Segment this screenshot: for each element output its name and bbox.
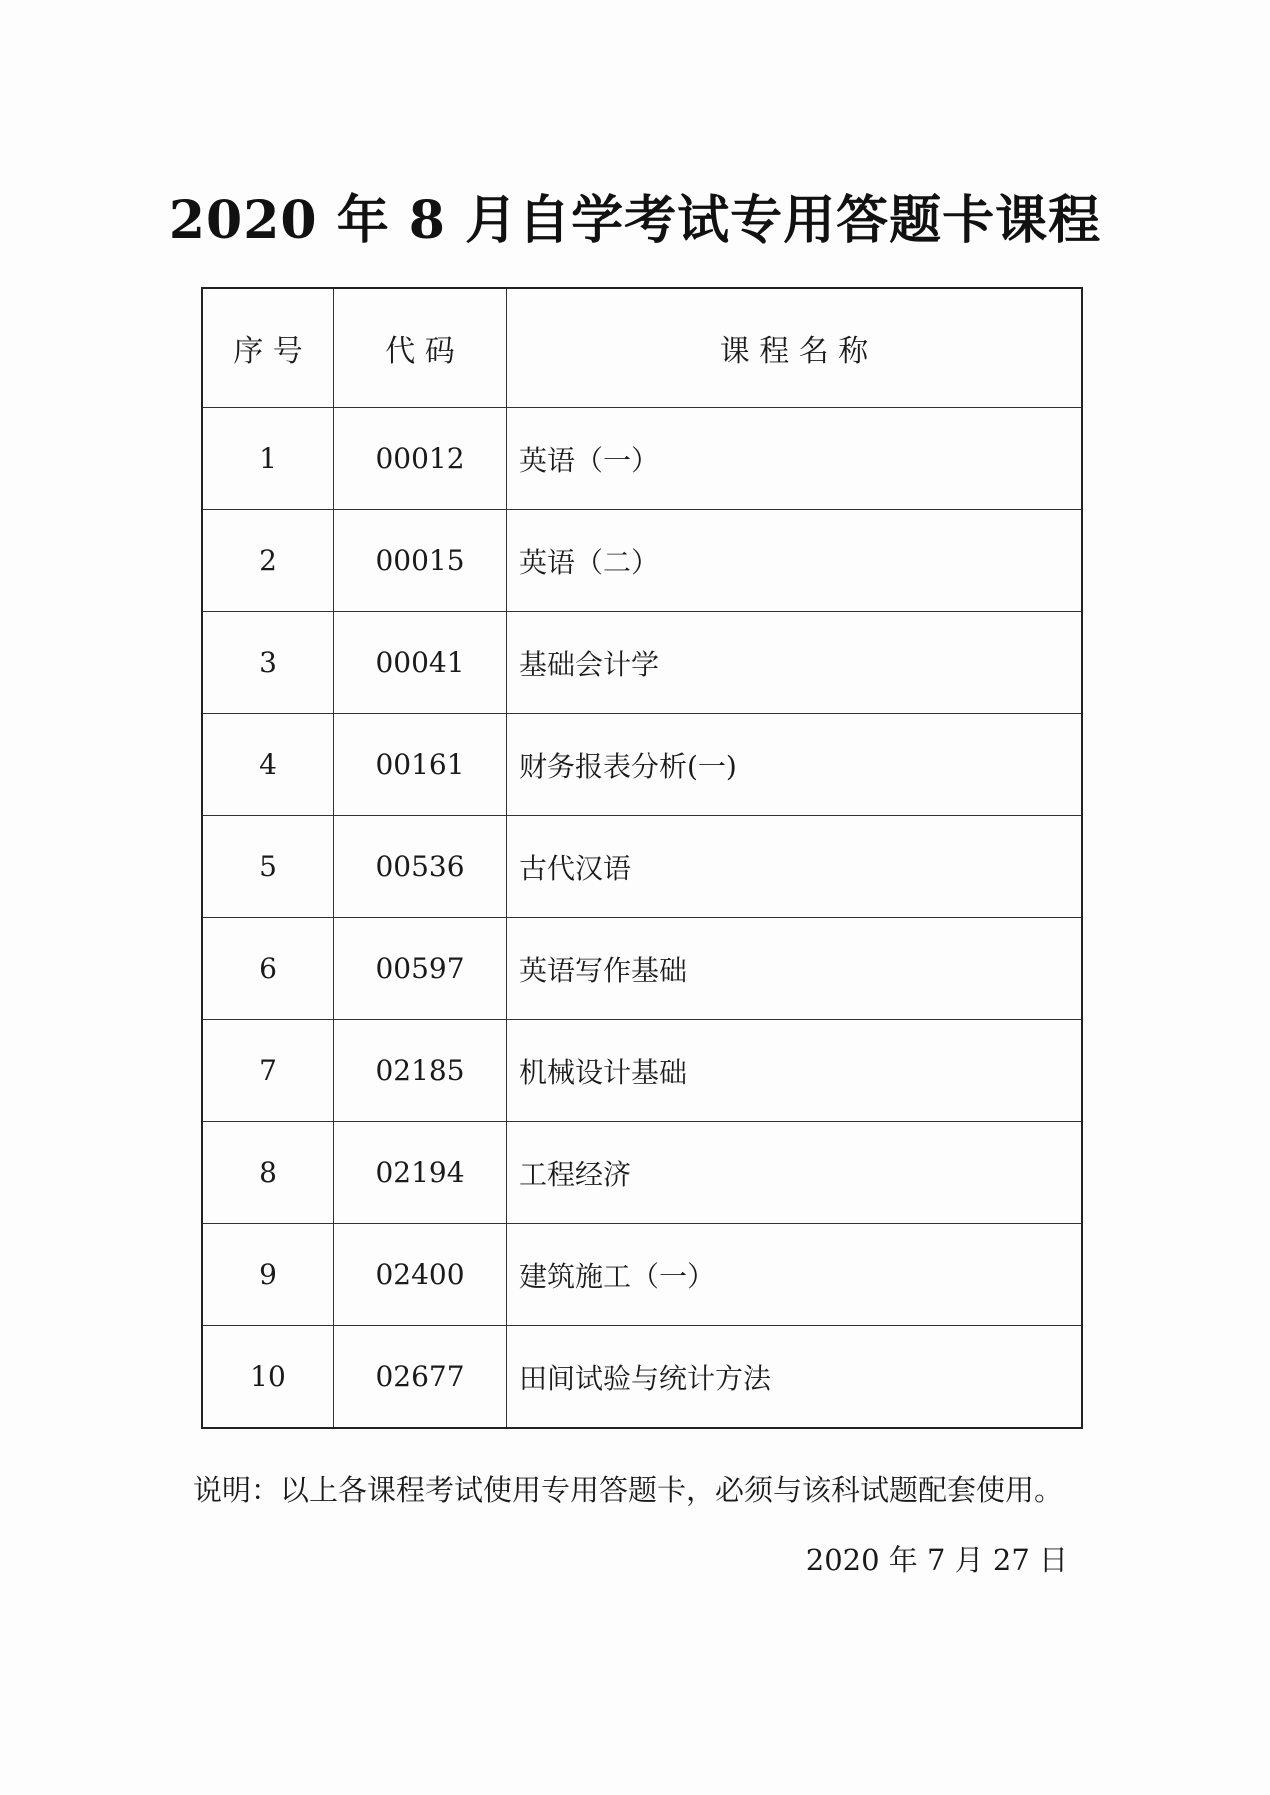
row-course-name-text: 建筑施工（一） (519, 1259, 716, 1293)
row-course-name (507, 1020, 1083, 1122)
row-course-name (507, 408, 1083, 510)
row-course-name (507, 510, 1083, 612)
table-row (202, 918, 1082, 1020)
row-seq: 6 (202, 918, 334, 1020)
row-code: 02185 (334, 1020, 507, 1122)
table-row (202, 1020, 1082, 1122)
row-course-name-text: 英语（一） (519, 443, 660, 477)
header-code: 代 码 (334, 288, 507, 408)
row-course-name (507, 1122, 1083, 1224)
row-code: 00536 (334, 816, 507, 918)
header-seq: 序 号 (202, 288, 334, 408)
issue-date: 2020 年 7 月 27 日 (805, 1543, 1068, 1577)
row-course-name (507, 1326, 1083, 1429)
row-seq: 2 (202, 510, 334, 612)
table-row (202, 612, 1082, 714)
row-seq: 3 (202, 612, 334, 714)
row-course-name-text: 古代汉语 (519, 851, 632, 885)
table-row (202, 1224, 1082, 1326)
row-seq: 4 (202, 714, 334, 816)
row-seq: 1 (202, 408, 334, 510)
table-row (202, 816, 1082, 918)
footnote: 说明：以上各课程考试使用专用答题卡，必须与该科试题配套使用。 (193, 1473, 1064, 1507)
row-code: 00041 (334, 612, 507, 714)
row-code: 00161 (334, 714, 507, 816)
row-seq: 10 (202, 1326, 334, 1429)
row-code: 00597 (334, 918, 507, 1020)
row-course-name-text: 田间试验与统计方法 (519, 1361, 772, 1395)
row-seq: 7 (202, 1020, 334, 1122)
row-course-name (507, 714, 1083, 816)
row-seq: 8 (202, 1122, 334, 1224)
row-course-name-text: 英语（二） (519, 545, 660, 579)
row-course-name (507, 816, 1083, 918)
row-course-name (507, 918, 1083, 1020)
row-course-name-text: 英语写作基础 (519, 953, 688, 987)
header-course-name: 课 程 名 称 (507, 288, 1083, 408)
row-code: 00015 (334, 510, 507, 612)
row-seq: 9 (202, 1224, 334, 1326)
row-code: 02677 (334, 1326, 507, 1429)
row-seq: 5 (202, 816, 334, 918)
row-course-name (507, 1224, 1083, 1326)
table-row (202, 714, 1082, 816)
table-row (202, 510, 1082, 612)
table-row (202, 1122, 1082, 1224)
row-course-name-text: 机械设计基础 (519, 1055, 688, 1089)
row-course-name-text: 基础会计学 (519, 647, 660, 681)
row-course-name-text: 财务报表分析(一) (519, 749, 737, 783)
table-row (202, 1326, 1082, 1429)
row-code: 02400 (334, 1224, 507, 1326)
table-header-row (202, 288, 1082, 408)
row-code: 00012 (334, 408, 507, 510)
table-row (202, 408, 1082, 510)
row-course-name (507, 612, 1083, 714)
course-table (201, 287, 1083, 1429)
page-title: 2020 年 8 月自学考试专用答题卡课程 (168, 190, 1102, 251)
row-code: 02194 (334, 1122, 507, 1224)
row-course-name-text: 工程经济 (519, 1157, 632, 1191)
